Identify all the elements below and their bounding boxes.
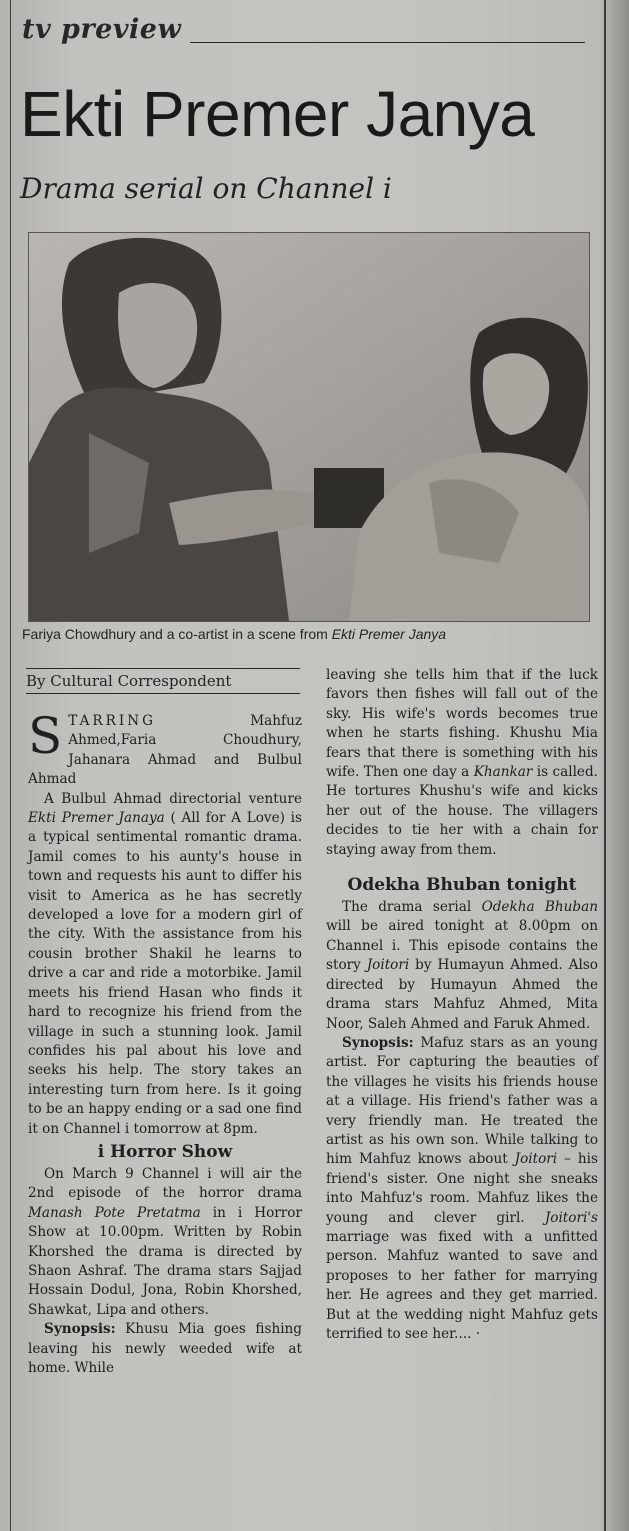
paragraph-text: Mafuz stars as an young artist. For capturing the beauties of the villages he visits his friends house at a village. His friend's father was a very friendly man. He treated the artist as his own son. While talking to him Mahfuz knows about [326,1034,598,1168]
horror-show-paragraph [28,1165,302,1320]
lead-paragraph [28,707,302,790]
paragraph-text: marriage was fixed with a unfitted person. Mahfuz wanted to save and proposes to her father for marrying her. He agrees and they get married. But at the wedding night Mahfuz gets terrified to see her.... [326,1228,598,1342]
byline-top-rule [26,668,300,669]
drama-title: Odekha Bhuban [481,899,598,916]
photo-caption [22,626,602,642]
headline: Ekti Premer Janya [20,78,535,150]
lead-word: TARRING [68,713,156,729]
story-title: Joitori [366,957,410,974]
paragraph-text: The drama serial [342,899,482,916]
paragraph-text: ( All for A Love) is a typical sentimental romantic drama. Jamil comes to his aunty's house in town and requests his aunt to differ his visit to America as he has secretly developed a love for a modern girl of the city. With the assistance from his cousin brother Shakil he learns to drive a car and ride a motorbike. Jamil meets his friend Hasan who finds it hard to recognize his friend from the village in such a stunning look. Jamil confides his pal about his love and seeks his help. The story takes an interesting turn from here. Is it going to be an happy ending or a sad one find it on Channel i tomorrow at 8pm. [28,810,302,1137]
scene-photo-illustration [29,233,589,621]
continued-paragraph [326,666,598,860]
caption-title: Ekti Premer Janya [331,626,447,642]
horror-synopsis-paragraph [28,1320,302,1378]
odekha-bhuban-paragraph [326,898,598,1034]
drama-title: Manash Pote Pretatma [28,1204,201,1221]
paragraph-text: is called. He tortures Khushu's wife and kicks her out of the house. The villagers decides to tie her with a chain for staying away from them. [326,764,599,858]
lead-text: Mahfuz Ahmed,Faria Choudhury, Jahanara Ahmad and Bulbul Ahmad [28,713,302,788]
story-title: Joitori's [544,1209,598,1226]
section-heading-odekha-bhuban: Odekha Bhuban tonight [347,875,577,896]
synopsis-label: Synopsis: [44,1321,116,1338]
paragraph-text: will be aired tonight at 8.00pm on Channel i. This episode contains the story [326,918,598,974]
paragraph-text: by Humayun Ahmed. Also directed by Humayun Ahmed the drama stars Mahfuz Ahmed, Mita Noor, Saleh Ahmed and Faruk Ahmed. [326,957,598,1032]
caption-text: Fariya Chowdhury and a co-artist in a scene from [22,626,332,642]
trailing-mark: · [475,1326,481,1342]
article-column-1 [28,707,302,1378]
paragraph-text: in i Horror Show at 10.00pm. Written by Robin Khorshed the drama is directed by Shaon Ashraf. The drama stars Sajjad Hossain Dodul, Jona, Robin Khorshed, Shawkat, Lipa and others. [28,1204,302,1318]
drop-cap: S [28,707,63,765]
paragraph-text: – his friend's sister. One night she sneaks into Mahfuz's room. Mahfuz likes the young and clever girl. [326,1151,598,1226]
article-column-2 [326,666,598,1344]
term-italic: Khankar [473,764,533,781]
odekha-synopsis-paragraph [326,1034,598,1345]
byline-bottom-rule [26,693,300,694]
byline: By Cultural Correspondent [26,672,232,690]
paragraph-text: Khusu Mia goes fishing leaving his newly weeded wife at home. While [28,1321,302,1376]
section-kicker: tv preview [22,14,182,45]
right-border-rule [604,0,606,1531]
section-heading-horror-show: i Horror Show [97,1141,233,1162]
kicker-rule [190,42,585,43]
left-border-rule [10,0,11,1531]
drama-title: Ekti Premer Janaya [28,810,165,827]
scene-photo [28,232,590,622]
synopsis-label: Synopsis: [342,1034,414,1051]
paragraph-text: A Bulbul Ahmad directorial venture [44,790,302,807]
paragraph-text: On March 9 Channel i will air the 2nd episode of the horror drama [28,1165,302,1202]
synopsis-paragraph [28,790,302,1139]
subheadline: Drama serial on Channel i [20,172,392,205]
story-title: Joitori [514,1151,558,1168]
paragraph-text: leaving she tells him that if the luck favors then fishes will fall out of the sky. His wife's words becomes true when he starts fishing. Khushu Mia fears that there is something with his wife. Then one day a [326,667,598,781]
